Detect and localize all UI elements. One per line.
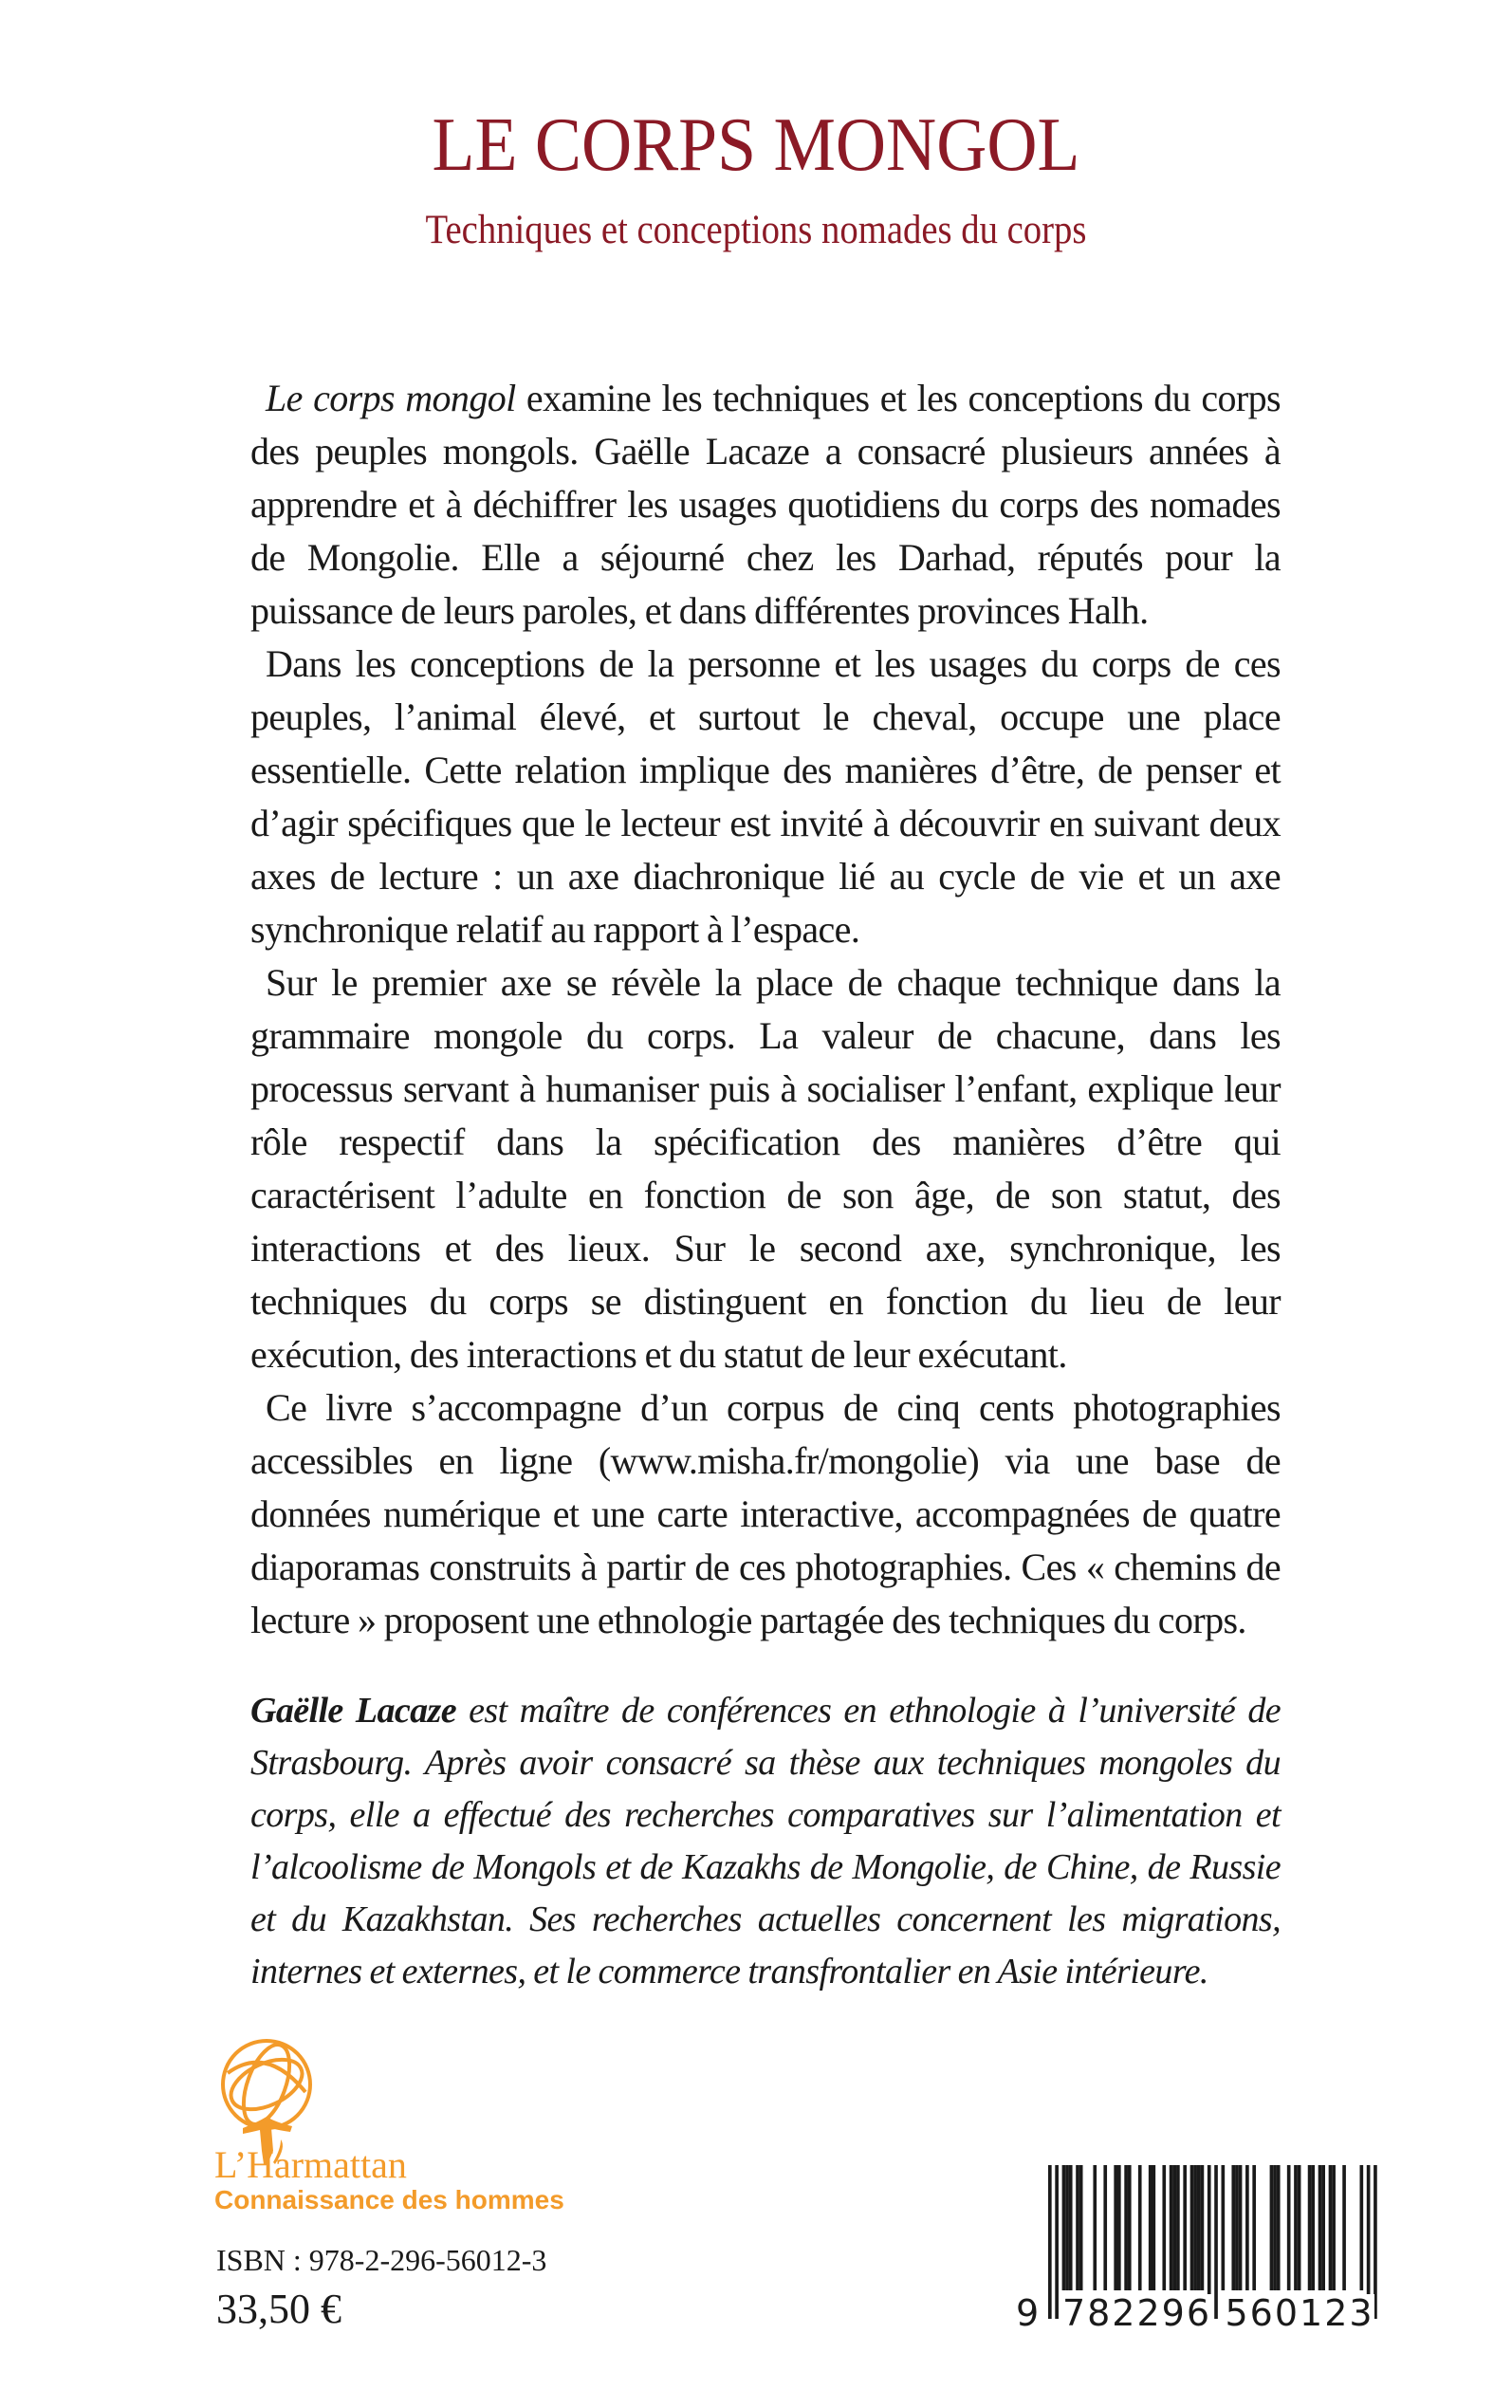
isbn: ISBN : 978-2-296-56012-3 bbox=[216, 2243, 547, 2277]
barcode-bar bbox=[1298, 2165, 1301, 2290]
barcode-digits-right: 560123 bbox=[1225, 2292, 1374, 2334]
barcode-bar bbox=[1114, 2165, 1117, 2290]
paragraph-text: Sur le premier axe se révèle la place de chaque technique dans la grammaire mongole du corps. La valeur de chacune, dans les processus servant à humaniser puis à socialiser l’enfant, explique leur rôle respectif dans la spécification des manières d’être qui caractérisent l’adulte en fonction de son âge, de son statut, des interactions et des lieux. Sur le second axe, synchronique, les techniques du corps se distinguent en fonction du lieu de leur exécution, des interactions et du statut de leur exécutant. bbox=[250, 961, 1281, 1376]
blurb-paragraph-2 bbox=[250, 638, 1281, 956]
author-name: Gaëlle Lacaze bbox=[250, 1691, 456, 1731]
book-title-italic: Le corps mongol bbox=[266, 377, 516, 419]
barcode-bar bbox=[1231, 2165, 1235, 2290]
book-title: LE CORPS MONGOL bbox=[432, 103, 1080, 187]
barcode-guard-bar bbox=[1214, 2165, 1218, 2319]
paragraph-text: examine les techniques et les conceptions du corps des peuples mongols. Gaëlle Lacaze a consacré plusieurs années à apprendre et à déchiffrer les usages quotidiens du corps des nomades de Mongolie. Elle a séjourné chez les Darhad, réputés pour la puissance de leurs paroles, et dans différentes provinces Halh. bbox=[250, 377, 1282, 632]
barcode-bar bbox=[1176, 2165, 1180, 2290]
barcode-bar bbox=[1149, 2165, 1152, 2290]
barcode-bar bbox=[1124, 2165, 1128, 2290]
blurb-paragraph-1 bbox=[250, 372, 1281, 638]
barcode-bar bbox=[1321, 2165, 1325, 2290]
paragraph-text: Ce livre s’accompagne d’un corpus de cinq cents photographies accessibles en ligne (www.misha.fr/mongolie) via une base de données numérique et une carte interactive, accompagnées de quatre diaporamas construits à partir de ces photographies. Ces « chemins de lecture » proposent une ethnologie partagée des techniques du corps. bbox=[250, 1386, 1281, 1641]
barcode-bar bbox=[1183, 2165, 1187, 2290]
barcode-bar bbox=[1342, 2165, 1346, 2290]
text-column bbox=[250, 372, 1281, 1998]
barcode-bar bbox=[1065, 2165, 1069, 2290]
barcode-bar bbox=[1222, 2165, 1226, 2290]
barcode-bar bbox=[1128, 2165, 1132, 2290]
barcode-bar bbox=[1245, 2165, 1249, 2290]
barcode-digit-first: 9 bbox=[1016, 2292, 1042, 2334]
barcode-digits-left: 782296 bbox=[1061, 2292, 1211, 2334]
barcode-bar bbox=[1235, 2165, 1239, 2290]
barcode-bar bbox=[1201, 2165, 1205, 2290]
blurb-paragraph-4 bbox=[250, 1381, 1281, 1647]
barcode-bar bbox=[1190, 2165, 1194, 2290]
barcode-bar bbox=[1360, 2165, 1364, 2290]
barcode-bar bbox=[1277, 2165, 1281, 2290]
barcode-bar bbox=[1329, 2165, 1333, 2290]
barcode-guard-bar bbox=[1048, 2165, 1052, 2319]
barcode-bar bbox=[1308, 2165, 1312, 2290]
barcode-bar bbox=[1172, 2165, 1176, 2290]
barcode-bar bbox=[1069, 2165, 1073, 2290]
barcode-bar bbox=[1197, 2165, 1201, 2290]
author-bio bbox=[250, 1685, 1281, 1998]
publisher-name: L’Harmattan bbox=[214, 2143, 407, 2186]
barcode-bar bbox=[1152, 2165, 1156, 2290]
barcode-bar bbox=[1062, 2165, 1066, 2290]
barcode-bar bbox=[1170, 2165, 1173, 2290]
barcode-bar bbox=[1093, 2165, 1097, 2290]
barcode-bar bbox=[1239, 2165, 1243, 2290]
barcode-bar bbox=[1117, 2165, 1121, 2290]
collection-name: Connaissance des hommes bbox=[214, 2185, 564, 2214]
book-subtitle: Techniques et conceptions nomades du corps bbox=[425, 208, 1087, 252]
barcode-bar bbox=[1103, 2165, 1107, 2290]
barcode-bar bbox=[1138, 2165, 1142, 2290]
barcode-bar bbox=[1332, 2165, 1336, 2290]
blurb-paragraph-3 bbox=[250, 956, 1281, 1381]
author-bio-text: est maître de conférences en ethnologie à l’université de Strasbourg. Après avoir consacré sa thèse aux techniques mongoles du corps, elle a effectué des recherches comparatives sur l’alimentation et l’alcoolisme de Mongols et de Kazakhs de Mongolie, de Chine, de Russie et du Kazakhstan. Ses recherches actuelles concernent les migrations, internes et externes, et le commerce transfrontalier en Asie intérieure. bbox=[250, 1691, 1281, 1991]
barcode-bar bbox=[1076, 2165, 1079, 2290]
barcode-bar bbox=[1273, 2165, 1277, 2290]
barcode-bar bbox=[1294, 2165, 1298, 2290]
barcode-bar bbox=[1270, 2165, 1274, 2290]
barcode-bar bbox=[1311, 2165, 1315, 2290]
barcode-bar bbox=[1162, 2165, 1166, 2290]
blurb bbox=[250, 372, 1281, 1647]
paragraph-text: Dans les conceptions de la personne et les usages du corps de ces peuples, l’animal élevé, et surtout le cheval, occupe une place essentielle. Cette relation implique des manières d’être, de penser et d’agir spécifiques que le lecteur est invité à découvrir en suivant deux axes de lecture : un axe diachronique lié au cycle de vie et un axe synchronique relatif au rapport à l’espace. bbox=[250, 642, 1281, 951]
barcode-bar bbox=[1287, 2165, 1291, 2290]
price: 33,50 € bbox=[216, 2286, 341, 2332]
barcode-bar bbox=[1193, 2165, 1197, 2290]
barcode-bar bbox=[1079, 2165, 1083, 2290]
barcode-guard-bar bbox=[1374, 2165, 1377, 2319]
barcode-bar bbox=[1318, 2165, 1322, 2290]
barcode-guard-bar bbox=[1055, 2165, 1059, 2319]
barcode-bar bbox=[1252, 2165, 1256, 2290]
